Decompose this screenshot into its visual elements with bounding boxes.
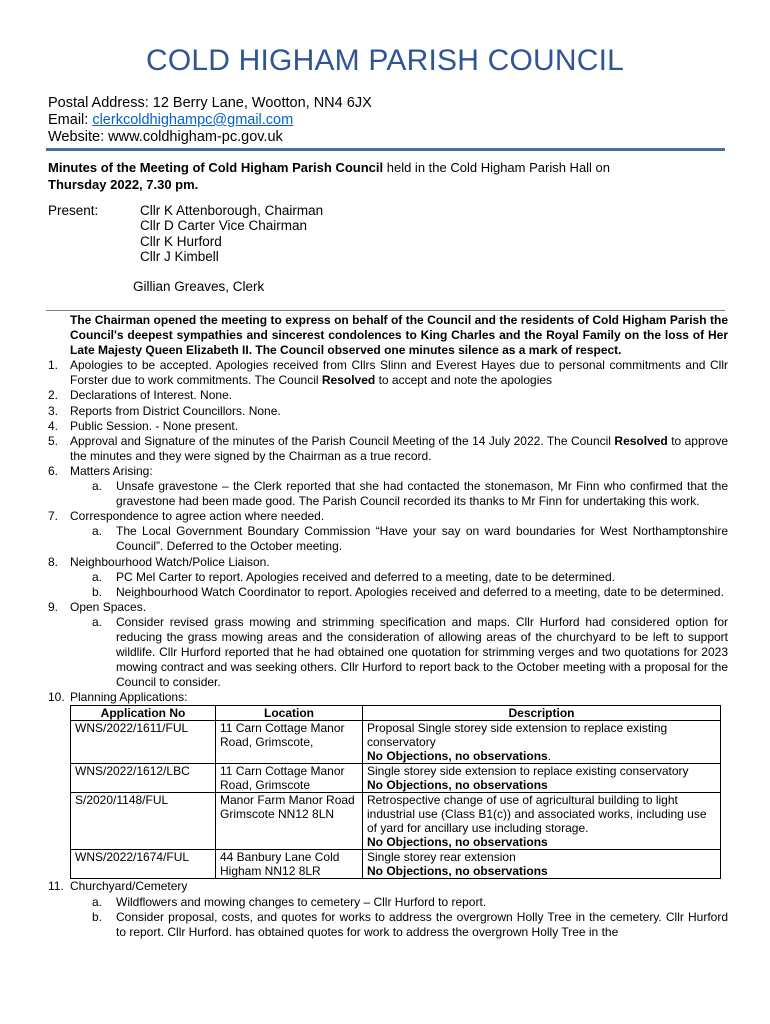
present-label: Present: (48, 203, 99, 218)
item-6 (48, 464, 728, 479)
column-header: Description (363, 706, 721, 721)
location: 11 Carn Cottage Manor Road, Grimscote (216, 764, 363, 793)
sub-text: Consider proposal, costs, and quotes for works to address the overgrown Holly Tree in the cemetery. Cllr Hurford to report. Cllr Hurford. has obtained quotes for work to address the overgrown Holly Tree in the (116, 909, 728, 939)
resolved-label: Resolved (321, 373, 376, 388)
item-number: 8. (48, 554, 59, 569)
opening-statement: The Chairman opened the meeting to express on behalf of the Council and the residents of Cold Higham Parish the Council's deepest sympathies and sincerest condolences to King Charles and the Royal Family on the loss of Her Late Majesty Queen Elizabeth II. The Council observed one minutes silence as a mark of respect. (70, 313, 728, 358)
item-3 (48, 404, 728, 419)
council-title: COLD HIGHAM PARISH COUNCIL (145, 44, 625, 77)
member: Cllr K Hurford (140, 233, 222, 249)
sub-item (48, 524, 728, 554)
item-text: Declarations of Interest. None. (70, 388, 233, 403)
application-no: WNS/2022/1674/FUL (71, 850, 216, 879)
description-text: Single storey rear extension (367, 850, 516, 865)
item-number: 10. (48, 690, 65, 705)
item-number: 9. (48, 599, 59, 614)
item-number: 3. (48, 403, 59, 418)
item-text: Reports from District Councillors. None. (70, 403, 281, 418)
description (363, 764, 721, 793)
item-number: 11. (48, 879, 64, 894)
item-text: Churchyard/Cemetery (70, 879, 188, 894)
table-row (71, 764, 721, 793)
sub-item (48, 615, 728, 690)
application-no: WNS/2022/1611/FUL (71, 721, 216, 764)
observation: No Objections, no observations (367, 778, 548, 793)
sub-item (48, 910, 728, 940)
location: 11 Carn Cottage Manor Road, Grimscote, (216, 721, 363, 764)
sub-item (48, 479, 728, 509)
item-1 (48, 358, 728, 388)
description (363, 850, 721, 879)
observation: No Objections, no observations (367, 749, 548, 764)
email-label: Email: (48, 112, 93, 128)
item-8 (48, 555, 728, 570)
item-text: Apologies to be accepted. Apologies received from Cllrs Slinn and Everest Hayes due to personal commitments and Cllr Forster due to work commitments. The Council (70, 358, 728, 388)
observation: No Objections, no observations (367, 835, 548, 850)
sub-letter: b. (92, 909, 103, 924)
column-header: Application No (71, 706, 216, 721)
sub-letter: a. (92, 894, 103, 909)
resolved-label: Resolved (614, 433, 668, 448)
item-4 (48, 419, 728, 434)
item-text: Neighbourhood Watch/Police Liaison. (70, 554, 270, 569)
item-text: Public Session. - None present. (70, 418, 239, 433)
sub-letter: a. (92, 569, 103, 584)
intro-bold: Minutes of the Meeting of Cold Higham Parish Council (48, 160, 384, 175)
description-text: Proposal Single storey side extension to replace existing conservatory (367, 721, 668, 750)
present-list (140, 203, 323, 264)
item-text: Matters Arising: (70, 463, 153, 478)
item-number: 5. (48, 433, 59, 448)
observation-tail: . (547, 749, 552, 764)
item-7 (48, 509, 728, 524)
observation: No Objections, no observations (367, 864, 548, 879)
meeting-date: Thursday 2022, 7.30 pm. (48, 177, 199, 192)
item-number: 7. (48, 509, 59, 524)
item-text: Approval and Signature of the minutes of the Parish Council Meeting of the 14 July 2022. The Council (70, 433, 615, 448)
table-row (71, 793, 721, 850)
description-text: Retrospective change of use of agricultural building to light industrial use (Class B1(c)) and associated works, including use of yard for ancillary use including storage. (367, 793, 707, 836)
item-10 (48, 690, 728, 705)
member: Cllr D Carter Vice Chairman (140, 218, 308, 234)
item-text: Open Spaces. (70, 599, 147, 614)
description (363, 721, 721, 764)
header-divider (46, 148, 725, 151)
description-text: Single storey side extension to replace existing conservatory (367, 764, 689, 779)
email-link[interactable]: clerkcoldhighampc@gmail.com (92, 112, 294, 128)
sub-letter: a. (92, 524, 103, 539)
item-text: Correspondence to agree action where needed. (70, 509, 325, 524)
column-header: Location (216, 706, 363, 721)
member: Cllr J Kimbell (140, 248, 219, 264)
postal-address: Postal Address: 12 Berry Lane, Wootton, NN4 6JX (48, 95, 372, 111)
description (363, 793, 721, 850)
item-5 (48, 434, 728, 464)
item-number: 6. (48, 463, 59, 478)
sub-item (48, 585, 728, 600)
member: Cllr K Attenborough, Chairman (140, 203, 324, 218)
sub-letter: a. (92, 614, 103, 629)
table-row (71, 850, 721, 879)
meeting-intro (48, 159, 728, 193)
item-number: 1. (48, 358, 59, 373)
sub-text: Neighbourhood Watch Coordinator to report. Apologies received and deferred to a meeting, date to be determined. (116, 584, 724, 599)
item-text: to accept and note the apologies (375, 373, 553, 388)
sub-text: PC Mel Carter to report. Apologies received and deferred to a meeting, date to be determined. (116, 569, 615, 584)
sub-text: Unsafe gravestone – the Clerk reported that she had contacted the stonemason, Mr Finn who confirmed that the gravestone had been made good. The Parish Council recorded its thanks to Mr Finn for undertaking this work. (116, 479, 728, 509)
item-number: 4. (48, 418, 59, 433)
location: 44 Banbury Lane Cold Higham NN12 8LR (216, 850, 363, 879)
item-number: 2. (48, 388, 59, 403)
item-9 (48, 600, 728, 615)
section-divider (46, 310, 725, 311)
sub-item (48, 570, 728, 585)
application-no: WNS/2022/1612/LBC (71, 764, 216, 793)
item-text: Planning Applications: (70, 690, 188, 705)
sub-letter: a. (92, 479, 103, 494)
sub-item (48, 895, 728, 910)
table-header-row (71, 706, 721, 721)
intro-rest: held in the Cold Higham Parish Hall on (383, 160, 611, 175)
sub-text: Consider revised grass mowing and strimming specification and maps. Cllr Hurford had considered option for reducing the grass mowing areas and the consideration of allowing areas of the churchyard to be left to support wildlife. Cllr Hurford reported that he had obtained one quotation for strimming verges and two quotations for 2023 mowing contract and was seeking others. Cllr Hurford to report back to the October meeting with a proposal for the Council to consider. (116, 614, 728, 690)
planning-table (70, 705, 721, 879)
application-no: S/2020/1148/FUL (71, 793, 216, 850)
clerk-name: Gillian Greaves, Clerk (133, 279, 265, 294)
sub-text: Wildflowers and mowing changes to cemetery – Cllr Hurford to report. (116, 894, 487, 909)
email-line (48, 112, 293, 129)
minutes-body (48, 313, 728, 940)
item-11 (48, 879, 728, 894)
location: Manor Farm Manor Road Grimscote NN12 8LN (216, 793, 363, 850)
website-line: Website: www.coldhigham-pc.gov.uk (48, 129, 283, 145)
sub-letter: b. (92, 584, 103, 599)
item-2 (48, 388, 728, 403)
sub-text: The Local Government Boundary Commission “Have your say on ward boundaries for West Northamptonshire Council”. Deferred to the October meeting. (116, 524, 728, 554)
table-row (71, 721, 721, 764)
item-text: to approve the minutes and they were signed by the Chairman as a true record. (70, 433, 728, 463)
